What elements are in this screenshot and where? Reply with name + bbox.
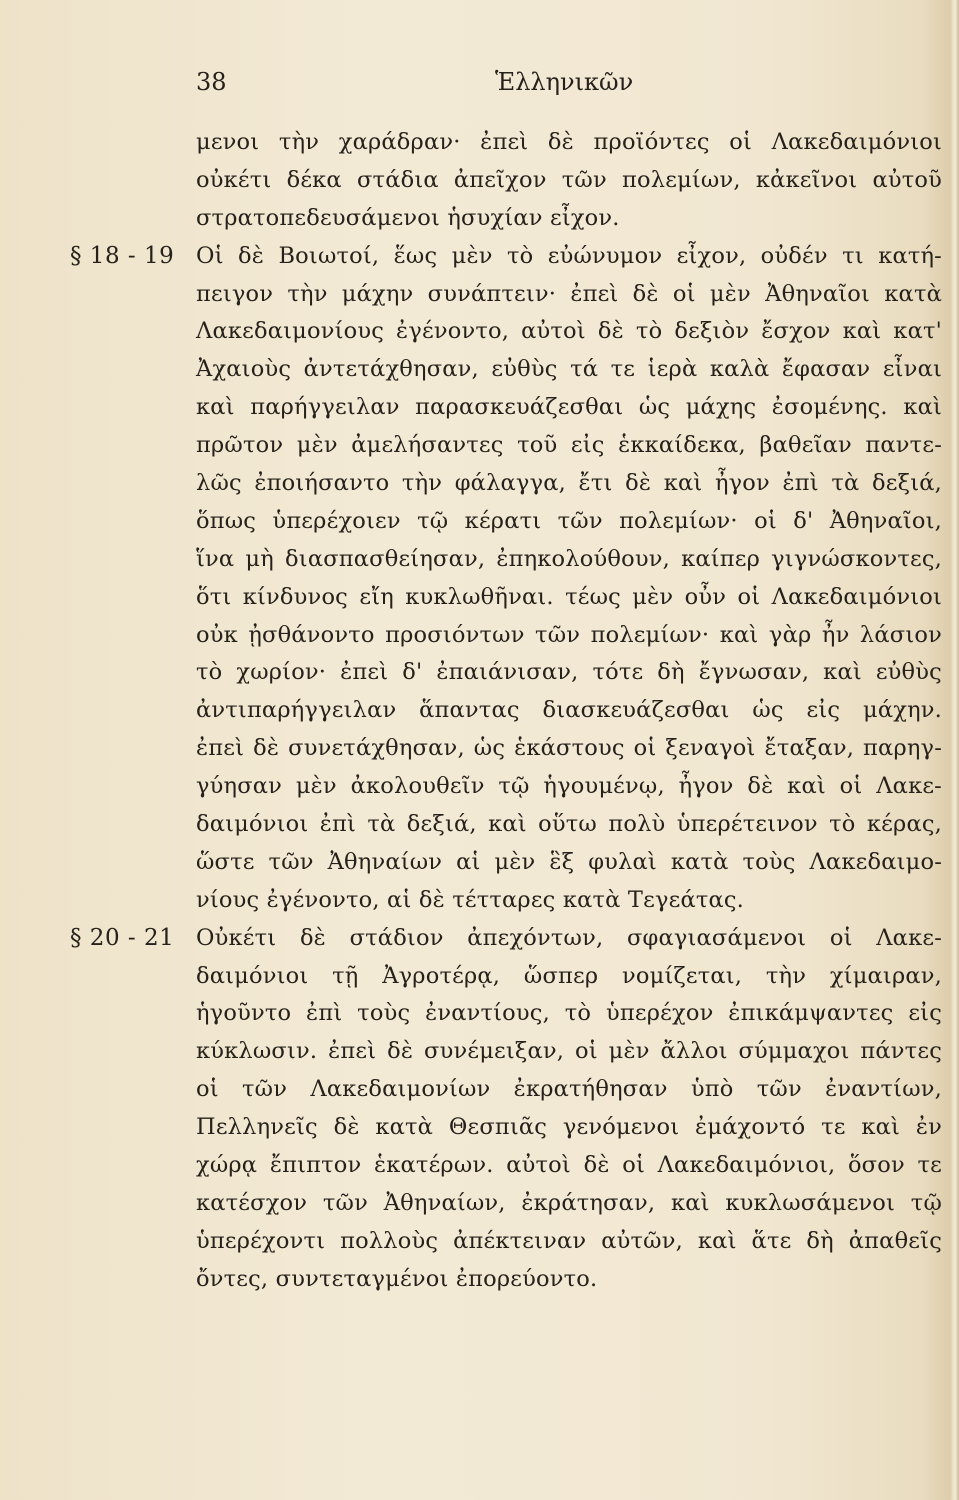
line-text: ἀντιπαρήγγειλαν ἅπαντας διασκευάζεσθαι ὡς εἰς μάχην. [196,697,942,724]
text-line [196,1033,942,1071]
text-line [196,1223,942,1261]
line-text: Οὐκέτι δὲ στάδιον ἀπεχόντων, σφαγιασάμενοι οἱ Λακε- [196,924,942,951]
text-line [196,1109,942,1147]
line-text: χώρᾳ ἔπιπτον ἑκατέρων. αὐτοὶ δὲ οἱ Λακεδαιμόνιοι, ὅσον τε [196,1152,942,1179]
page-edge [949,0,959,1500]
line-text: ὥστε τῶν Ἀθηναίων αἱ μὲν ἓξ φυλαὶ κατὰ τοὺς Λακεδαιμο- [196,848,942,875]
line-text: ἐπεὶ δὲ συνετάχθησαν, ὡς ἑκάστους οἱ ξεναγοὶ ἔταξαν, παρηγ- [196,735,942,762]
line-text: τὸ χωρίον· ἐπεὶ δ' ἐπαιάνισαν, τότε δὴ ἔγνωσαν, καὶ εὐθὺς [196,659,942,686]
line-text: οὐκέτι δέκα στάδια ἀπεῖχον τῶν πολεμίων, κἀκεῖνοι αὐτοῦ [196,166,942,193]
text-line [196,541,942,579]
line-text: ὅπως ὑπερέχοιεν τῷ κέρατι τῶν πολεμίων· οἱ δ' Ἀθηναῖοι, [196,507,942,534]
line-text: ἡγοῦντο ἐπὶ τοὺς ἐναντίους, τὸ ὑπερέχον ἐπικάμψαντες εἰς [196,1000,942,1027]
text-line [196,1185,942,1223]
line-text: νίους ἐγένοντο, αἱ δὲ τέτταρες κατὰ Τεγεάτας. [196,886,745,913]
text-line [196,276,942,314]
text-line [196,465,942,503]
text-line [196,1261,942,1299]
text-line [196,1147,942,1185]
text-line [70,920,942,958]
text-line [196,313,942,351]
line-text: Οἱ δὲ Βοιωτοί, ἕως μὲν τὸ εὐώνυμον εἶχον, οὐδέν τι κατή- [196,242,942,269]
text-body [70,124,942,1299]
line-text: οἱ τῶν Λακεδαιμονίων ἐκρατήθησαν ὑπὸ τῶν ἐναντίων, [196,1076,942,1103]
line-text: δαιμόνιοι ἐπὶ τὰ δεξιά, καὶ οὕτω πολὺ ὑπερέτεινον τὸ κέρας, [196,811,942,838]
text-line [196,844,942,882]
text-line [196,882,942,920]
text-line [196,579,942,617]
line-text: στρατοπεδευσάμενοι ἡσυχίαν εἶχον. [196,204,620,231]
text-line [196,427,942,465]
text-line [196,503,942,541]
text-line [196,1071,942,1109]
text-line [196,958,942,996]
text-line [196,162,942,200]
line-text: δαιμόνιοι τῇ Ἀγροτέρᾳ, ὥσπερ νομίζεται, τὴν χίμαιραν, [196,962,942,989]
line-text: Πελληνεῖς δὲ κατὰ Θεσπιᾶς γενόμενοι ἐμάχοντό τε καὶ ἐν [196,1114,942,1141]
line-text: μενοι τὴν χαράδραν· ἐπεὶ δὲ προϊόντες οἱ Λακεδαιμόνιοι [196,129,942,155]
text-line [196,124,942,162]
section-reference: § 18 - 19 [70,242,175,269]
text-line [196,654,942,692]
page-header [0,62,959,102]
page-number: 38 [196,68,227,96]
text-line [196,389,942,427]
text-line [196,806,942,844]
text-line [196,995,942,1033]
line-text: κατέσχον τῶν Ἀθηναίων, ἐκράτησαν, καὶ κυκλωσάμενοι τῷ [196,1189,942,1216]
line-text: κύκλωσιν. ἐπεὶ δὲ συνέμειξαν, οἱ μὲν ἄλλοι σύμμαχοι πάντες [196,1038,942,1065]
line-text: καὶ παρήγγειλαν παρασκευάζεσθαι ὡς μάχης ἐσομένης. καὶ [196,394,942,421]
line-text: πρῶτον μὲν ἀμελήσαντες τοῦ εἰς ἑκκαίδεκα, βαθεῖαν παντε- [196,432,942,459]
line-text: ἵνα μὴ διασπασθείησαν, ἐπηκολούθουν, καίπερ γιγνώσκοντες, [196,545,942,572]
line-text: πειγον τὴν μάχην συνάπτειν· ἐπεὶ δὲ οἱ μὲν Ἀθηναῖοι κατὰ [196,280,942,307]
line-text: οὐκ ᾐσθάνοντο προσιόντων τῶν πολεμίων· καὶ γὰρ ἦν λάσιον [196,621,942,648]
line-text: λῶς ἐποιήσαντο τὴν φάλαγγα, ἔτι δὲ καὶ ἦγον ἐπὶ τὰ δεξιά, [196,470,942,497]
line-text: ὄντες, συντεταγμένοι ἐπορεύοντο. [196,1265,598,1292]
text-line [196,200,942,238]
text-line [196,692,942,730]
text-line [196,768,942,806]
line-text: Ἀχαιοὺς ἀντετάχθησαν, εὐθὺς τά τε ἱερὰ καλὰ ἔφασαν εἶναι [196,356,942,383]
text-line [70,238,942,276]
text-line [196,617,942,655]
section-reference: § 20 - 21 [70,924,175,951]
line-text: Λακεδαιμονίους ἐγένοντο, αὐτοὶ δὲ τὸ δεξιὸν ἔσχον καὶ κατ' [196,318,942,345]
line-text: ὅτι κίνδυνος εἴη κυκλωθῆναι. τέως μὲν οὖν οἱ Λακεδαιμόνιοι [196,583,942,610]
text-line [196,351,942,389]
line-text: γύησαν μὲν ἀκολουθεῖν τῷ ἡγουμένῳ, ἦγον δὲ καὶ οἱ Λακε- [196,773,942,800]
line-text: ὑπερέχοντι πολλοὺς ἀπέκτειναν αὐτῶν, καὶ ἅτε δὴ ἀπαθεῖς [196,1227,942,1254]
text-line [196,730,942,768]
running-title: Ἑλληνικῶν [495,68,634,96]
